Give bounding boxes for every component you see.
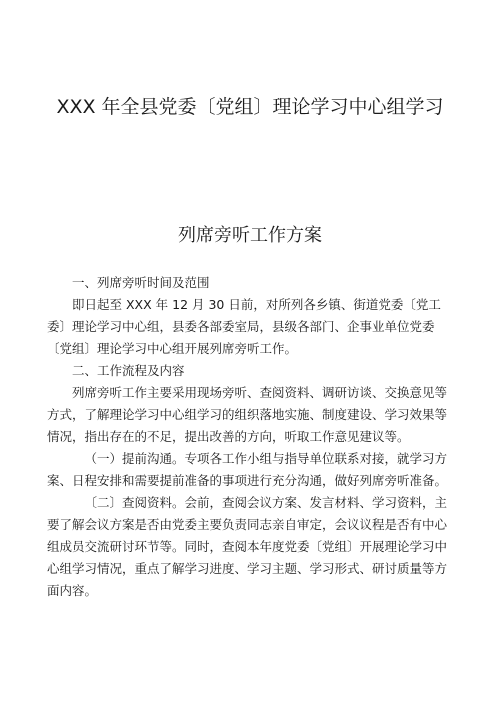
paragraph-process: 列席旁听工作主要采用现场旁听、查阅资料、调研访谈、交换意见等方式，了解理论学习中心组学习的组织落地实施、制度建设、学习效果等情况，指出存在的不足，提出改善的方向，听取工作意见建议等。 <box>47 385 448 444</box>
paragraph-materials: 〔二〕查阅资料。会前，查阅会议方案、发言材料、学习资料，主要了解会议方案是否由党委主要负责同志亲自审定，会议议程是否有中心组成员交流研讨环节等。同时，查阅本年度党委〔党组〕开展理论学习中心组学习情况，重点了解学习进度、学习主题、学习形式、研讨质量等方面内容。 <box>47 495 448 598</box>
document-title: XXX 年全县党委〔党组〕理论学习中心组学习 <box>56 96 444 118</box>
paragraph-communication: （一）提前沟通。专项各工作小组与指导单位联系对接，就学习方案、日程安排和需要提前准备的事项进行充分沟通，做好列席旁听准备。 <box>47 451 448 488</box>
document-subtitle: 列席旁听工作方案 <box>178 225 322 246</box>
document-body <box>47 272 459 602</box>
section-heading-1: 一、列席旁听时间及范围 <box>72 275 210 290</box>
paragraph-scope: 即日起至 XXX 年 12 月 30 日前，对所列各乡镇、街道党委〔党工委〕理论学习中心组，县委各部委室局，县级各部门、企事业单位党委〔党组〕理论学习中心组开展列席旁听工作。 <box>47 297 441 356</box>
section-heading-2: 二、工作流程及内容 <box>72 363 185 378</box>
